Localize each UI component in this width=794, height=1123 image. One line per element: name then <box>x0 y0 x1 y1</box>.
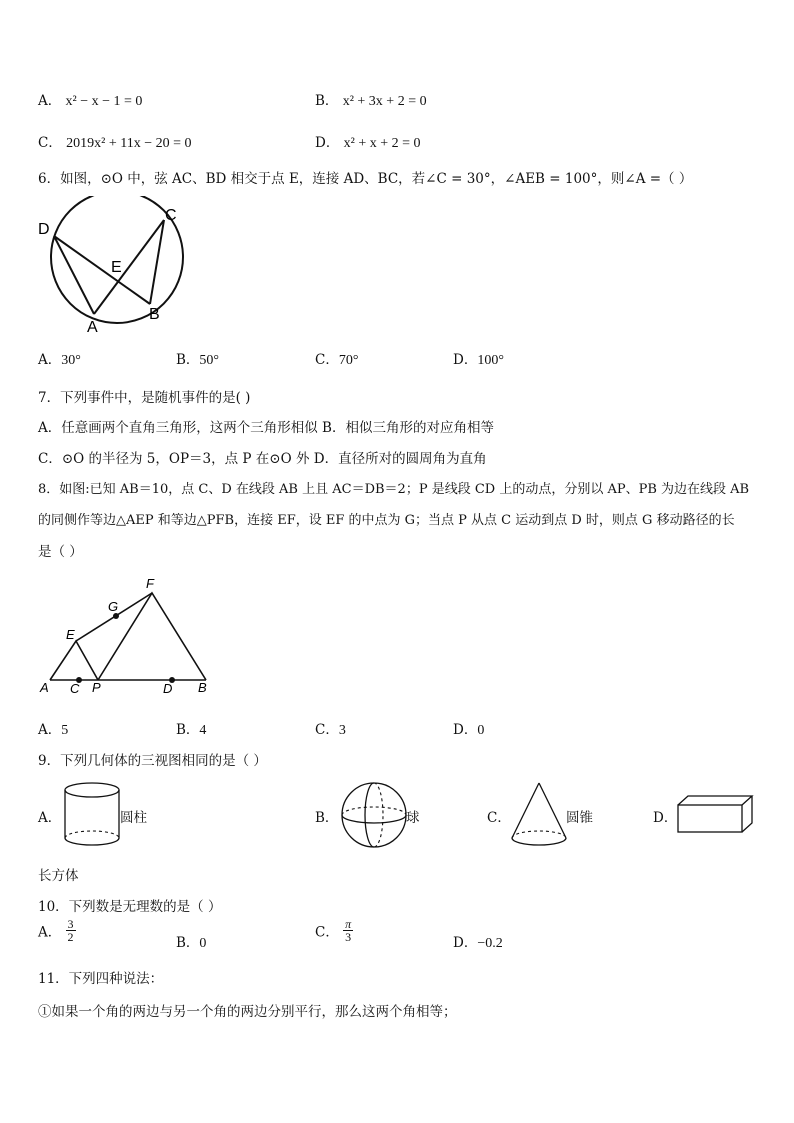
q5-option-b-expr: x² + 3x + 2 = 0 <box>342 94 427 109</box>
q8-triangle-figure <box>36 574 216 698</box>
q8-label-g: G <box>108 599 119 614</box>
q6-option-a: A．30° <box>38 352 81 368</box>
q8-option-c: C．3 <box>315 722 346 738</box>
q8-stem-line1: 8．如图:已知 AB＝10，点 C、D 在线段 AB 上且 AC＝DB＝2；P 是线段 CD 上的动点，分别以 AP、PB 为边在线段 AB <box>38 482 750 497</box>
q6-chord-ac <box>94 220 164 314</box>
q9-option-b-name: 球 <box>406 810 420 826</box>
q7-options-line2: C．⊙O 的半径为 5，OP＝3，点 P 在⊙O 外 D．直径所对的圆周角为直角 <box>38 451 487 467</box>
q11-stem: 11．下列四种说法： <box>38 971 164 987</box>
q8-option-a: A．5 <box>38 722 69 738</box>
q9-option-d-label: D． <box>653 810 678 826</box>
q10-option-b: B．0 <box>176 935 207 951</box>
q8-label-f: F <box>146 576 154 591</box>
q9-stem: 9．下列几何体的三视图相同的是（ ） <box>38 753 267 769</box>
q10-option-c-fraction: $\frac{\pi}{3}$ <box>345 917 352 944</box>
q6-label-e: E <box>111 259 122 276</box>
q5-option-d-expr: x² + x + 2 = 0 <box>343 136 421 151</box>
q6-label-a: A <box>87 319 98 336</box>
q6-stem: 6．如图，⊙O 中，弦 AC、BD 相交于点 E，连接 AD、BC，若∠C = 30°，∠AEB = 100°，则∠A =（ ） <box>38 171 693 187</box>
q9-option-d-name: 长方体 <box>38 868 79 884</box>
q7-options-line1: A．任意画两个直角三角形，这两个三角形相似 B．相似三角形的对应角相等 <box>38 420 494 436</box>
q5-option-a-expr: x² − x − 1 = 0 <box>65 94 143 109</box>
q8-label-d: D <box>163 681 173 696</box>
q6-label-c: C <box>165 207 177 224</box>
q10-option-c: C． $\frac{\pi}{3}$ <box>315 917 352 944</box>
q5-option-a: A． x² − x − 1 = 0 <box>38 93 143 109</box>
q5-option-d: D． x² + x + 2 = 0 <box>315 135 421 151</box>
q6-label-b: B <box>149 306 160 323</box>
q8-label-c: C <box>70 681 80 696</box>
q6-circle-figure <box>34 196 184 338</box>
q6-chord-ad <box>54 236 94 314</box>
q9-option-a-label: A． <box>38 810 62 826</box>
q8-label-e: E <box>66 627 75 642</box>
q11-item-1: ①如果一个角的两边与另一个角的两边分别平行，那么这两个角相等； <box>38 1004 457 1020</box>
q6-option-d: D．100° <box>453 352 504 368</box>
q8-label-a: A <box>40 680 49 695</box>
q8-label-b: B <box>198 680 207 695</box>
cylinder-icon <box>62 780 122 850</box>
q10-option-a: A． $\frac{3}{2}$ <box>38 917 74 944</box>
q10-option-a-fraction: $\frac{3}{2}$ <box>67 917 74 944</box>
q9-option-b-label: B． <box>315 810 339 826</box>
q8-stem-line3: 是（ ） <box>38 544 83 560</box>
q6-option-c: C．70° <box>315 352 359 368</box>
q6-option-b: B．50° <box>176 352 220 368</box>
q5-option-b: B． x² + 3x + 2 = 0 <box>315 93 427 109</box>
q8-option-b: B．4 <box>176 722 207 738</box>
q7-stem: 7．下列事件中，是随机事件的是( ) <box>38 390 251 406</box>
q6-chord-bc <box>150 220 164 304</box>
q8-triangle-aep <box>50 641 98 680</box>
q9-option-a-name: 圆柱 <box>120 810 147 826</box>
q6-label-d: D <box>38 221 50 238</box>
sphere-icon <box>338 780 410 850</box>
q10-stem: 10．下列数是无理数的是（ ） <box>38 899 222 915</box>
q9-option-c-label: C． <box>487 810 511 826</box>
q5-option-c: C． 2019x² + 11x − 20 = 0 <box>38 135 192 151</box>
cone-icon <box>509 780 569 850</box>
q6-chord-bd <box>54 236 150 304</box>
q8-option-d: D．0 <box>453 722 485 738</box>
cuboid-icon <box>676 794 756 836</box>
q10-option-d: D．−0.2 <box>453 935 503 951</box>
q5-option-c-expr: 2019x² + 11x − 20 = 0 <box>66 136 192 151</box>
q9-option-c-name: 圆锥 <box>566 810 593 826</box>
q8-label-p: P <box>92 680 101 695</box>
q8-stem-line2: 的同侧作等边△AEP 和等边△PFB，连接 EF，设 EF 的中点为 G；当点 P 从点 C 运动到点 D 时，则点 G 移动路径的长 <box>38 513 735 528</box>
